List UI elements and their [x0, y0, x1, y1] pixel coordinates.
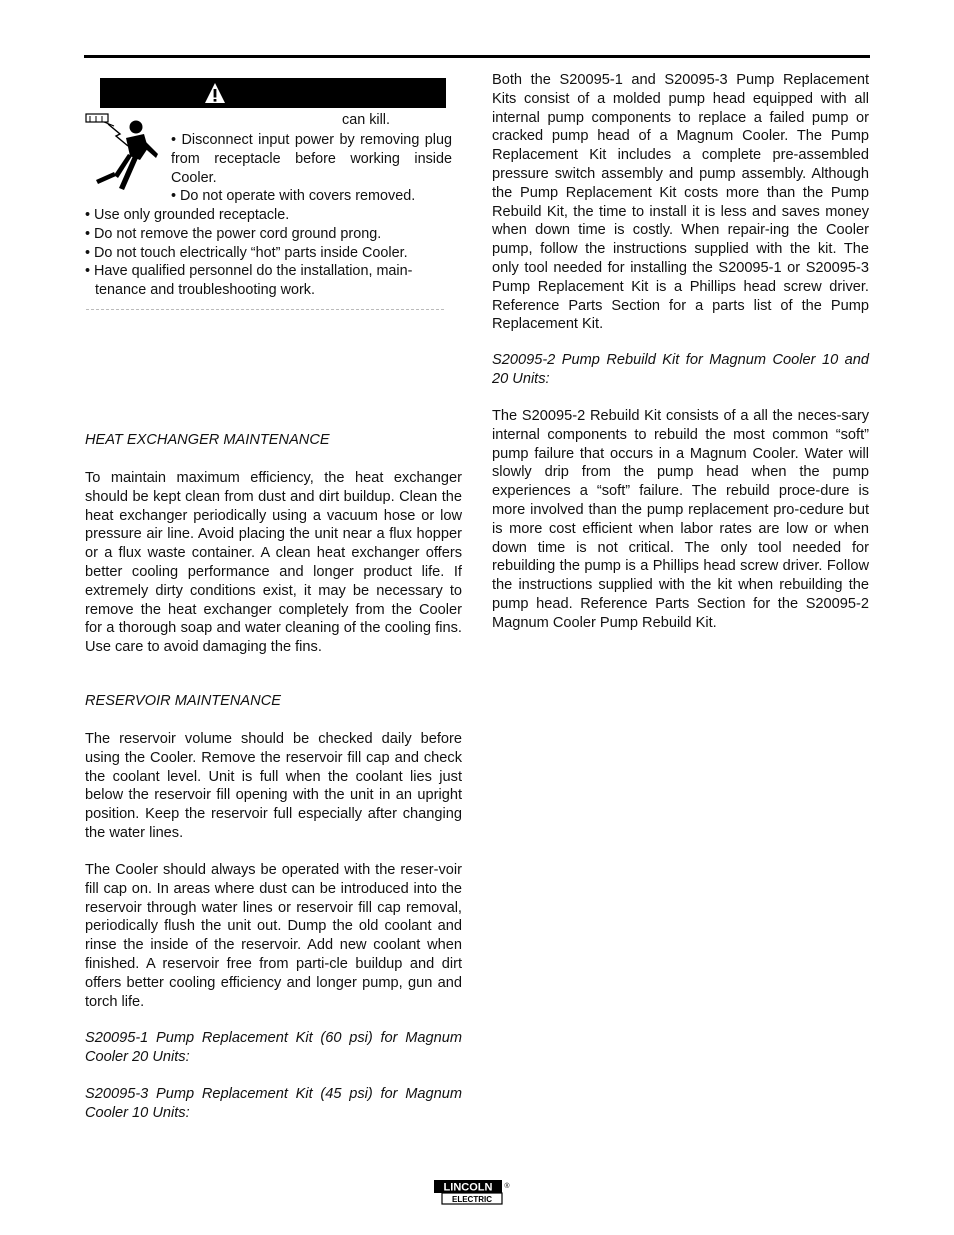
rebuild-kit-body: The S20095-2 Rebuild Kit consists of a all the neces-sary internal components to rebuild the most common “soft” pump failure that occurs in a Magnum Cooler. Water will slowly drip from the pump head when the pump experiences a “soft” failure. The rebuild proce-dure is more involved than the pump replacement pro-cedure but is more cost efficient when labor rates are low or when down time is not critical. The only tool needed for rebuilding the pump is a Phillips head screw driver. Follow the instructions supplied with the kit when rebuilding the pump head. Reference Parts Section for the S20095-2 Magnum Cooler Pump Rebuild Kit.: [492, 408, 869, 631]
warning-can-kill: can kill.: [342, 112, 390, 128]
warning-item-qualified-cont: tenance and troubleshooting work.: [95, 282, 316, 298]
warning-triangle-icon: [204, 82, 226, 104]
warning-item-qualified: • Have qualified personnel do the installation, main-: [85, 263, 413, 279]
warning-item-ground-prong: • Do not remove the power cord ground prong.: [85, 226, 382, 242]
kit2-heading: S20095-2 Pump Rebuild Kit for Magnum Cooler 10 and 20 Units:: [492, 352, 869, 387]
reservoir-body-2: The Cooler should always be operated with the reser-voir fill cap on. In areas where dust can be introduced into the reservoir through water lines or reservoir fill cap removal, periodically flush the unit out. Dump the old coolant and rinse the inside of the reservoir. Add new coolant when finished. A reservoir free from parti-cle buildup and dirt offers better cooling efficiency and longer pump, gun and torch life.: [85, 862, 462, 1010]
warning-item-grounded: • Use only grounded receptacle.: [85, 207, 290, 223]
logo-bottom-text: ELECTRIC: [452, 1195, 492, 1204]
kit1-heading: S20095-1 Pump Replacement Kit (60 psi) for Magnum Cooler 20 Units:: [85, 1030, 462, 1065]
warning-item-hot-parts: • Do not touch electrically “hot” parts inside Cooler.: [85, 245, 408, 261]
reservoir-heading: RESERVOIR MAINTENANCE: [85, 693, 281, 709]
electric-shock-icon: [84, 112, 170, 192]
reservoir-body-1: The reservoir volume should be checked daily before using the Cooler. Remove the reservoir fill cap and check the coolant level. Unit is full when the coolant lies just below the reservoir fill opening with the unit in an upright position. Keep the reservoir full especially after changing the water lines.: [85, 731, 462, 841]
warning-item-disconnect: • Disconnect input power by removing plug from receptacle before working inside Cooler.: [171, 132, 452, 186]
logo-top-text: LINCOLN: [443, 1181, 493, 1194]
lincoln-electric-logo: [433, 1178, 513, 1208]
warning-divider: [86, 309, 444, 310]
logo-registered-mark: ®: [504, 1183, 510, 1190]
kit3-heading: S20095-3 Pump Replacement Kit (45 psi) for Magnum Cooler 10 Units:: [85, 1086, 462, 1121]
top-rule: [84, 55, 870, 58]
warning-header-bar: [100, 78, 446, 108]
warning-item-covers: • Do not operate with covers removed.: [171, 188, 416, 204]
heat-exchanger-heading: HEAT EXCHANGER MAINTENANCE: [85, 432, 330, 448]
heat-exchanger-body: To maintain maximum efficiency, the heat exchanger should be kept clean from dust and dirt buildup. Clean the heat exchanger periodically using a vacuum hose or low pressure air line. Avoid placing the unit near a flux hopper or a flux waste container. A clean heat exchanger offers better cooling performance and longer product life. If extremely dirty conditions exist, it may be necessary to remove the heat exchanger completely from the Cooler for a thorough soap and water cleaning of the cooling fins. Use care to avoid damaging the fins.: [85, 470, 462, 656]
replacement-kit-body: Both the S20095-1 and S20095-3 Pump Replacement Kits consist of a molded pump head equipped with all internal pump components to replace a failed pump or cracked pump head of a Magnum Cooler. The Pump Replacement Kit includes a complete pre-assembled pressure switch assembly and pump assembly. Although the Pump Replacement Kit costs more than the Pump Rebuild Kit, the time to install it is less and saves money when down time is costly. When repair-ing the Cooler pump, follow the instructions supplied with the kit. The only tool needed for installing the S20095-1 or S20095-3 Pump Replacement Kit is a Phillips head screw driver. Reference Parts Section for a parts list of the Pump Replacement Kit.: [492, 72, 869, 333]
